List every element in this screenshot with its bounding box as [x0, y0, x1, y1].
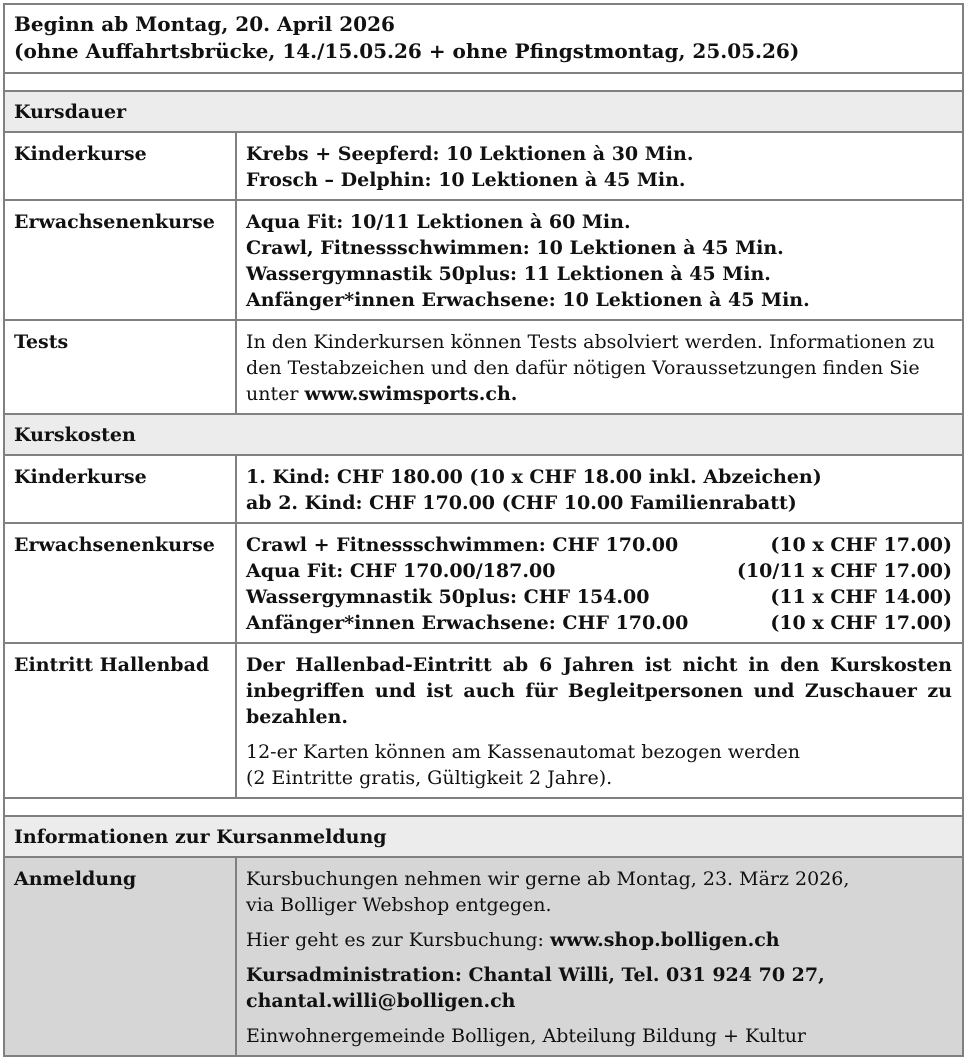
- price-calc: (10/11 x CHF 17.00): [736, 560, 952, 582]
- price-line: [246, 610, 952, 636]
- booking-info: [246, 866, 952, 918]
- duration-line: Frosch – Delphin: 10 Lektionen à 45 Min.: [246, 169, 686, 191]
- row-label: Kinderkurse: [5, 456, 237, 522]
- tests-row: [5, 321, 962, 415]
- admin-contact: [246, 962, 952, 1014]
- row-label: Eintritt Hallenbad: [5, 644, 237, 797]
- price-line: [246, 558, 952, 584]
- row-label: Erwachsenenkurse: [5, 201, 237, 319]
- row-label: Erwachsenenkurse: [5, 524, 237, 642]
- start-date-cell: [5, 5, 962, 72]
- anmeldung-row: [5, 858, 962, 1057]
- organization-line: Einwohnergemeinde Bolligen, Abteilung Bildung + Kultur: [246, 1025, 807, 1047]
- price-line: [246, 532, 952, 558]
- price-line: 1. Kind: CHF 180.00 (10 x CHF 18.00 inkl. Abzeichen): [246, 466, 822, 488]
- start-date-line: Beginn ab Montag, 20. April 2026: [14, 12, 395, 36]
- duration-line: Wassergymnastik 50plus: 11 Lektionen à 45 Min.: [246, 263, 771, 285]
- admin-contact-line: Kursadministration: Chantal Willi, Tel. 031 924 70 27,: [246, 964, 825, 986]
- spacer-row: [5, 74, 962, 92]
- row-value: [237, 858, 962, 1055]
- kursdauer-section-row: [5, 92, 962, 133]
- price-calc: (10 x CHF 17.00): [770, 534, 952, 556]
- row-value: [237, 321, 962, 413]
- booking-info-line: Kursbuchungen nehmen wir gerne ab Montag, 23. März 2026,: [246, 868, 850, 890]
- spacer-row: [5, 799, 962, 817]
- tests-text: In den Kinderkursen können Tests absolviert werden. Informationen zu den Testabzeichen und den dafür nötigen Voraussetzungen finden Sie unter: [246, 331, 935, 405]
- course-price: Anfänger*innen Erwachsene: CHF 170.00: [246, 612, 689, 634]
- card-info-line: 12-er Karten können am Kassenautomat bezogen werden: [246, 741, 800, 763]
- anmeldung-section-row: [5, 817, 962, 858]
- duration-line: Krebs + Seepferd: 10 Lektionen à 30 Min.: [246, 143, 694, 165]
- booking-link-text: Hier geht es zur Kursbuchung:: [246, 929, 550, 951]
- course-price: Wassergymnastik 50plus: CHF 154.00: [246, 586, 650, 608]
- eintritt-row: [5, 644, 962, 799]
- kursdauer-kinder-row: [5, 133, 962, 201]
- row-label: Tests: [5, 321, 237, 413]
- shop-link[interactable]: www.shop.bolligen.ch: [549, 929, 780, 951]
- kosten-erwachsene-row: [5, 524, 962, 644]
- course-price: Aqua Fit: CHF 170.00/187.00: [246, 560, 556, 582]
- kursdauer-erwachsene-row: [5, 201, 962, 321]
- swimsports-link[interactable]: www.swimsports.ch.: [304, 383, 518, 405]
- duration-line: Anfänger*innen Erwachsene: 10 Lektionen à 45 Min.: [246, 289, 810, 311]
- entry-notice: Der Hallenbad-Eintritt ab 6 Jahren ist nicht in den Kurskosten inbegriffen und ist auch für Begleitpersonen und Zuschauer zu bezahlen.: [246, 654, 952, 728]
- booking-info-line: via Bolliger Webshop entgegen.: [246, 894, 552, 916]
- anmeldung-heading: Informationen zur Kursanmeldung: [5, 817, 962, 856]
- admin-email-link[interactable]: chantal.willi@bolligen.ch: [246, 990, 516, 1012]
- exceptions-line: (ohne Auffahrtsbrücke, 14./15.05.26 + ohne Pfingstmontag, 25.05.26): [14, 39, 800, 63]
- row-value: [237, 201, 962, 319]
- duration-line: Aqua Fit: 10/11 Lektionen à 60 Min.: [246, 211, 631, 233]
- course-price: Crawl + Fitnessschwimmen: CHF 170.00: [246, 534, 679, 556]
- kurskosten-section-row: [5, 415, 962, 456]
- row-value: [237, 133, 962, 199]
- row-label: Kinderkurse: [5, 133, 237, 199]
- price-line: [246, 584, 952, 610]
- booking-link-para: [246, 927, 952, 953]
- row-value: [237, 644, 962, 797]
- duration-line: Crawl, Fitnessschwimmen: 10 Lektionen à 45 Min.: [246, 237, 784, 259]
- price-line: ab 2. Kind: CHF 170.00 (CHF 10.00 Familienrabatt): [246, 492, 797, 514]
- price-calc: (11 x CHF 14.00): [770, 586, 952, 608]
- course-info-table: [3, 3, 964, 1057]
- row-value: [237, 524, 962, 642]
- kosten-kinder-row: [5, 456, 962, 524]
- row-label: Anmeldung: [5, 858, 237, 1055]
- row-value: [237, 456, 962, 522]
- kursdauer-heading: Kursdauer: [5, 92, 962, 131]
- start-date-row: [5, 5, 962, 74]
- card-info-line: (2 Eintritte gratis, Gültigkeit 2 Jahre).: [246, 767, 613, 789]
- kurskosten-heading: Kurskosten: [5, 415, 962, 454]
- price-calc: (10 x CHF 17.00): [770, 612, 952, 634]
